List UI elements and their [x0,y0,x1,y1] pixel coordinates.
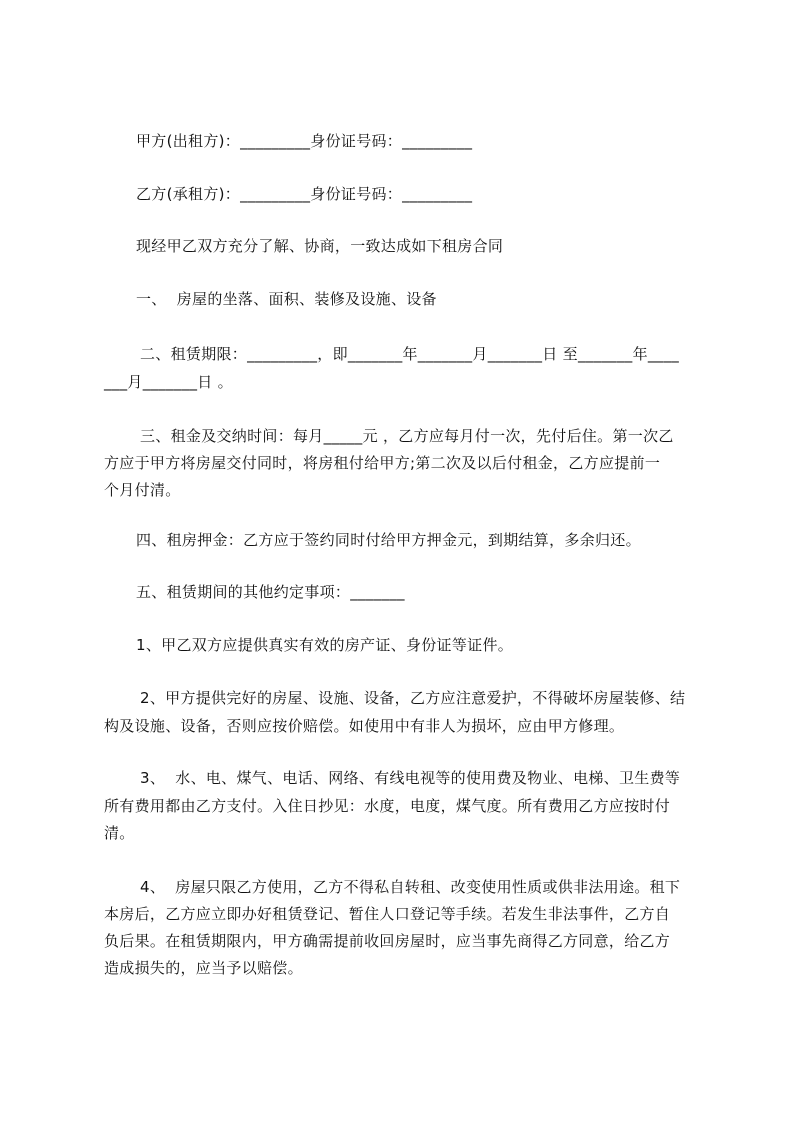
clause-3-line-2: 方应于甲方将房屋交付同时，将房租付给甲方;第二次及以后付租金，乙方应提前一 [104,454,661,472]
preamble-text: 现经甲乙双方充分了解、协商，一致达成如下租房合同 [136,237,504,255]
item-2-line-2: 构及设施、设备，否则应按价赔偿。如使用中有非人为损坏，应由甲方修理。 [104,717,625,735]
item-1-text: 1、甲乙双方应提供真实有效的房产证、身份证等证件。 [136,636,514,654]
clause-2-line-2: ___月_______日 。 [104,373,233,391]
clause-3-line-1: 三、租金及交纳时间：每月_____元 ，乙方应每月付一次，先付后住。第一次乙 [140,427,674,445]
item-4-line-4: 造成损失的，应当予以赔偿。 [104,959,303,977]
clause-5-heading: 五、租赁期间的其他约定事项：_______ [136,583,405,601]
clause-4-text: 四、租房押金：乙方应于签约同时付给甲方押金元，到期结算，多余归还。 [136,531,641,549]
item-3-line-2: 所有费用都由乙方支付。入住日抄见：水度，电度，煤气度。所有费用乙方应按时付 [104,797,671,815]
clause-3-line-3: 个月付清。 [104,481,181,499]
item-4-line-1: 4、 房屋只限乙方使用，乙方不得私自转租、改变使用性质或供非法用途。租下 [140,878,681,896]
clause-1-heading: 一、 房屋的坐落、面积、装修及设施、设备 [136,290,437,308]
clause-2-line-1: 二、租赁期限：_________，即_______年_______月_______日 至_______年____ [140,345,680,363]
party-b-line: 乙方(承租方)：_________身份证号码：_________ [136,185,473,203]
item-3-line-1: 3、 水、电、煤气、电话、网络、有线电视等的使用费及物业、电梯、卫生费等 [140,769,681,787]
party-a-line: 甲方(出租方)：_________身份证号码：_________ [136,132,473,150]
item-4-line-2: 本房后，乙方应立即办好租赁登记、暂住人口登记等手续。若发生非法事件，乙方自 [104,905,671,923]
item-4-line-3: 负后果。在租赁期限内，甲方确需提前收回房屋时，应当事先商得乙方同意，给乙方 [104,932,671,950]
item-2-line-1: 2、甲方提供完好的房屋、设施、设备，乙方应注意爱护，不得破坏房屋装修、结 [140,689,686,707]
item-3-line-3: 清。 [104,824,135,842]
